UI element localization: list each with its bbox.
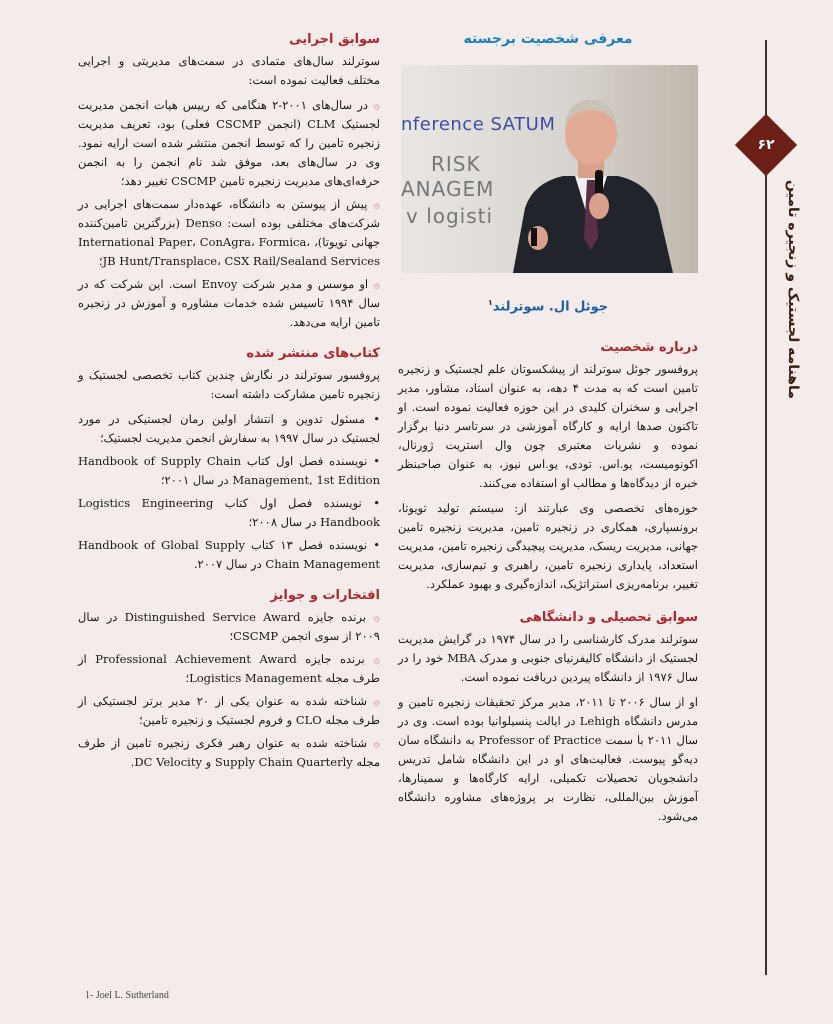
awards-item-4: شناخته شده به عنوان رهبر فکری زنجیره تامین از طرف مجله Supply Chain Quarterly و DC Velocity. — [78, 736, 380, 769]
featured-title: معرفی شخصیت برجسته — [463, 31, 633, 47]
screen-text-3: ANAGEM — [401, 177, 495, 201]
list-item: ۞ شناخته شده به عنوان یکی از ۲۰ مدیر برتر لجستیکی از طرف مجله CLO و فروم لجستیک و زنجیره تامین؛ — [78, 694, 380, 727]
screen-text-1: nference SATUM — [401, 114, 556, 135]
education-paragraph-2: او از سال ۲۰۰۶ تا ۲۰۱۱، مدیر مرکز تحقیقات زنجیره تامین و مدرس دانشگاه Lehigh در ایالت پنسیلوانیا بوده است. وی در سال ۲۰۱۱ با سمت Professor of Practice به دانشگاه سان دیه‌گو پیوست. فعالیت‌های او در این دانشگاه شامل تدریس دانشجویان تحصیلات تکمیلی، ارایه کارگاه‌ها و سمینارها، آموزش بین‌المللی، نظارت بر پروژه‌های مشاوره دانشگاه می‌شود. — [398, 695, 699, 824]
education-heading: سوابق تحصیلی و دانشگاهی — [519, 610, 698, 626]
awards-item-1: برنده جایزه Distinguished Service Award در سال ۲۰۰۹ از سوی انجمن CSCMP؛ — [78, 610, 380, 643]
list-item: ۞ در سال‌های ۲۰۰۱-۲ هنگامی که رییس هیات انجمن مدیریت لجستیک CLM (انجمن CSCMP فعلی) بود، تعریف مدیریت زنجیره تامین را که توسط انجمن منتشر شده است ارایه نمود. وی در سال‌های بعد، موفق شد نام انجمن را به انجمن حرفه‌ای‌های مدیریت زنجیره تامین CSCMP تغییر دهد؛ — [78, 98, 380, 188]
list-item: • نویسنده فصل اول کتاب Logistics Engineering Handbook در سال ۲۰۰۸؛ — [78, 496, 380, 529]
awards-item-3: شناخته شده به عنوان یکی از ۲۰ مدیر برتر لجستیکی از طرف مجله CLO و فروم لجستیک و زنجیره تامین؛ — [78, 694, 380, 727]
books-item-2: نویسنده فصل اول کتاب Handbook of Supply Chain Management, 1st Edition در سال ۲۰۰۱؛ — [78, 454, 380, 487]
footnote-mark: ۱ — [487, 298, 493, 307]
list-item: ۞ پیش از پیوستن به دانشگاه، عهده‌دار سمت‌های اجرایی در شرکت‌های مختلفی بوده است: Denso (بزرگترین تامین‌کننده جهانی تویوتا)، International Paper، ConAgra، Formica، JB Hunt/Transplace، CSX Rail/Sealand Services؛ — [78, 197, 380, 268]
list-item: ۞ برنده جایزه Professional Achievement Award از طرف مجله Logistics Management؛ — [78, 652, 380, 685]
list-item: ۞ شناخته شده به عنوان رهبر فکری زنجیره تامین از طرف مجله Supply Chain Quarterly و DC Velocity. — [78, 736, 380, 769]
footnote: 1- Joel L. Sutherland — [85, 990, 169, 1001]
executive-intro: سوترلند سال‌های متمادی در سمت‌های مدیریتی و اجرایی مختلف فعالیت نموده است: — [78, 54, 380, 87]
right-column — [398, 30, 698, 832]
list-item: • مسئول تدوین و انتشار اولین رمان لجستیکی در مورد لجستیک در سال ۱۹۹۷ به سفارش انجمن مدیریت لجستیک؛ — [78, 412, 380, 445]
speaker-figure — [503, 88, 678, 273]
books-intro: پروفسور سوترلند در نگارش چندین کتاب تخصصی لجستیک و زنجیره تامین مشارکت داشته است: — [78, 368, 380, 401]
magazine-title: ماهنامه لجستیک و زنجیره تامین — [785, 180, 801, 399]
books-item-1: مسئول تدوین و انتشار اولین رمان لجستیکی در مورد لجستیک در سال ۱۹۹۷ به سفارش انجمن مدیریت لجستیک؛ — [78, 412, 380, 445]
about-heading: درباره شخصیت — [600, 340, 698, 356]
about-paragraph-2: حوزه‌های تخصصی وی عبارتند از: سیستم تولید تویوتا، برونسپاری، همکاری در زنجیره تامین، مدیریت زنجیره تامین جهانی، مدیریت ریسک، مدیریت پیچیدگی زنجیره تامین، مدیریت استعداد، پایداری زنجیره تامین، راهبری و تیم‌سازی، مدیریت تغییر، برنامه‌ریزی استراتژیک، اندازه‌گیری و بهبود عملکرد. — [398, 501, 698, 592]
executive-item-3: او موسس و مدیر شرکت Envoy است. این شرکت که در سال ۱۹۹۴ تاسیس شده خدمات مشاوره و آموزش در زنجیره تامین ارایه می‌دهد. — [78, 277, 380, 329]
executive-heading: سوابق اجرایی — [289, 32, 380, 47]
list-item: • نویسنده فصل ۱۳ کتاب Handbook of Global Supply Chain Management در سال ۲۰۰۷. — [78, 538, 380, 571]
side-divider — [765, 40, 767, 975]
portrait-photo — [401, 65, 698, 273]
page-number: ۶۲ — [757, 137, 775, 153]
screen-text-4: v logisti — [406, 204, 494, 228]
list-item: • نویسنده فصل اول کتاب Handbook of Supply Chain Management, 1st Edition در سال ۲۰۰۱؛ — [78, 454, 380, 487]
books-heading: کتاب‌های منتشر شده — [246, 346, 380, 361]
awards-heading: افتخارات و جوایز — [270, 588, 380, 603]
books-item-3: نویسنده فصل اول کتاب Logistics Engineering Handbook در سال ۲۰۰۸؛ — [78, 496, 380, 529]
list-item: ۞ او موسس و مدیر شرکت Envoy است. این شرکت که در سال ۱۹۹۴ تاسیس شده خدمات مشاوره و آموزش در زنجیره تامین ارایه می‌دهد. — [78, 277, 381, 329]
screen-text-2: RISK — [431, 152, 481, 176]
executive-item-2: پیش از پیوستن به دانشگاه، عهده‌دار سمت‌های اجرایی در شرکت‌های مختلفی بوده است: Denso (بزرگترین تامین‌کننده جهانی تویوتا)، International Paper، ConAgra، Formica، JB Hunt/Transplace، CSX Rail/Sealand Services؛ — [78, 197, 380, 268]
executive-item-1: در سال‌های ۲۰۰۱-۲ هنگامی که رییس هیات انجمن مدیریت لجستیک CLM (انجمن CSCMP فعلی) بود، تعریف مدیریت زنجیره تامین را که توسط انجمن منتشر شده است ارایه نمود. وی در سال‌های بعد، موفق شد نام انجمن را به انجمن حرفه‌ای‌های مدیریت زنجیره تامین CSCMP تغییر دهد؛ — [78, 98, 380, 188]
awards-item-2: برنده جایزه Professional Achievement Award از طرف مجله Logistics Management؛ — [78, 652, 380, 685]
books-item-4: نویسنده فصل ۱۳ کتاب Handbook of Global Supply Chain Management در سال ۲۰۰۷. — [78, 538, 380, 571]
person-name-text: جوئل ال. سوترلند — [492, 299, 609, 315]
about-paragraph-1: پروفسور جوئل سوترلند از پیشکسوتان علم لجستیک و زنجیره تامین است که به مدت ۴ دهه، به عنوان استاد، مشاور، مدیر اجرایی و سخنران کلیدی در این حوزه فعالیت نموده است. او تاکنون صدها ارایه و کارگاه آموزشی در سرتاسر دنیا برگزار نموده و نشریات معتبری چون وال استریت ژورنال، اکونومیست، یو.اس. تودی، یو.اس نیوز، به عنوان صاحبنظر خبره از دیدگاه‌ها و مطالب او استفاده می‌کنند. — [398, 362, 698, 491]
education-paragraph-1: سوترلند مدرک کارشناسی را در سال ۱۹۷۴ در گرایش مدیریت لجستیک از دانشگاه کالیفرنیای جنوبی و مدرک MBA خود را در سال ۱۹۷۶ از دانشگاه پیردین دریافت نموده است. — [398, 632, 698, 685]
left-column — [78, 30, 380, 776]
list-item: ۞ برنده جایزه Distinguished Service Award در سال ۲۰۰۹ از سوی انجمن CSCMP؛ — [78, 610, 380, 643]
person-name — [398, 293, 698, 316]
